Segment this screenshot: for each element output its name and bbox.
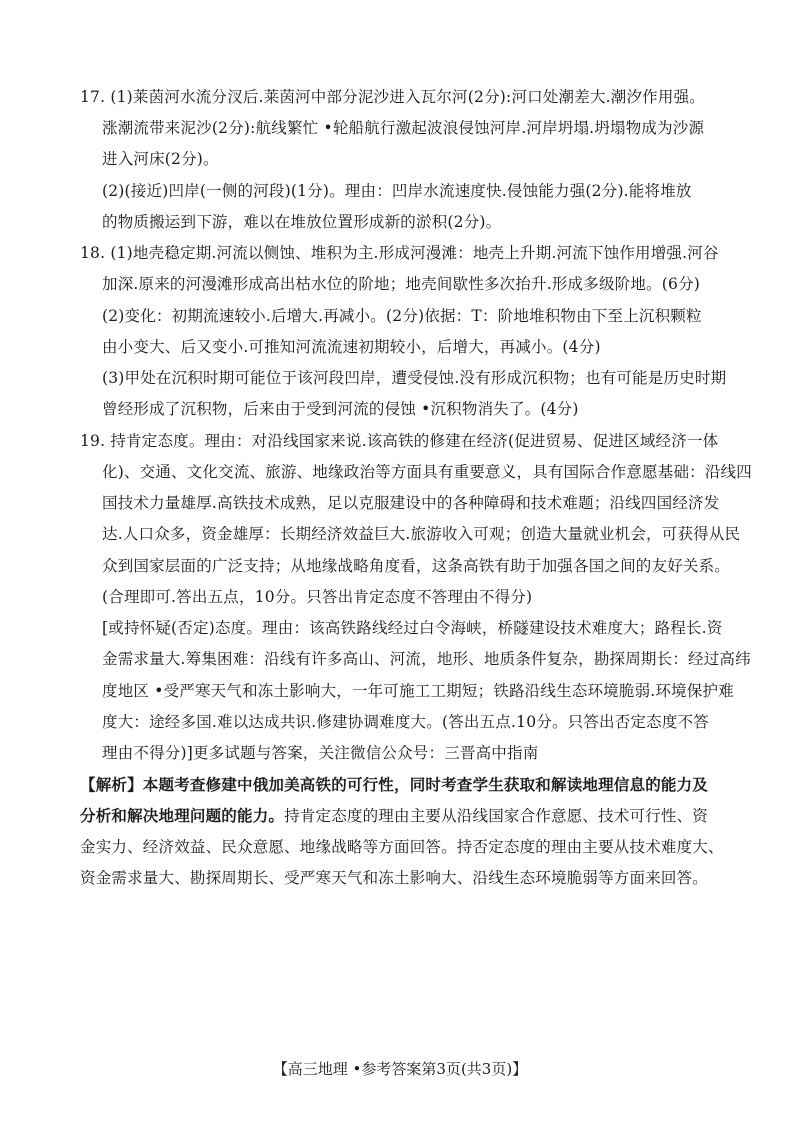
q19-line-11: 理由不得分)]更多试题与答案，关注微信公众号：三晋高中指南 <box>102 744 539 762</box>
page-footer: 【高三地理 •参考答案第3页(共3页)】 <box>272 1060 528 1078</box>
q18-line-3: (2)变化：初期流速较小.后增大.再减小。(2分)依据：T：阶地堆积物由下至上沉积颗粒 <box>102 307 702 325</box>
q19-line-7: [或持怀疑(否定)态度。理由：该高铁路线经过白令海峡，桥隧建设技术难度大；路程长.资 <box>102 619 723 637</box>
q19-line-10: 度大：途经多国.难以达成共识.修建协调难度大。(答出五点.10分。只答出否定态度不答 <box>102 713 709 731</box>
q17-line-1: 17. (1)莱茵河水流分汊后.莱茵河中部分泥沙进入瓦尔河(2分):河口处潮差大.潮汐作用强。 <box>80 88 705 106</box>
q19-line-5: 众到国家层面的广泛支持；从地缘战略角度看，这条高铁有助于加强各国之间的友好关系。 <box>102 557 731 575</box>
analysis-line-2-bold: 分析和解决地理问题的能力。 <box>80 806 285 825</box>
q17-line-3: 进入河床(2分)。 <box>102 150 219 168</box>
q19-line-9: 度地区 •受严寒天气和冻土影响大，一年可施工工期短；铁路沿线生态环境脆弱.环境保护难 <box>102 682 734 700</box>
analysis-line-1: 【解析】本题考查修建中俄加美高铁的可行性，同时考查学生获取和解读地理信息的能力及 <box>80 775 709 794</box>
analysis-line-2 <box>80 805 708 827</box>
q19-line-3: 国技术力量雄厚.高铁技术成熟，足以克服建设中的各种障碍和技术难题；沿线四国经济发 <box>102 494 720 512</box>
analysis-line-2-rest: 持肯定态度的理由主要从沿线国家合作意愿、技术可行性、资 <box>284 807 709 825</box>
q19-line-8: 金需求量大.筹集困难：沿线有许多高山、河流，地形、地质条件复杂，勘探周期长：经过高纬 <box>102 650 751 668</box>
q17-line-2: 涨潮流带来泥沙(2分):航线繁忙 •轮船航行激起波浪侵蚀河岸.河岸坍塌.坍塌物成为沙源 <box>102 119 705 137</box>
q18-line-2: 加深.原来的河漫滩形成高出枯水位的阶地；地壳间歇性多次抬升.形成多级阶地。(6分) <box>102 275 701 293</box>
analysis-line-3: 金实力、经济效益、民众意愿、地缘战略等方面回答。持否定态度的理由主要从技术难度大、 <box>80 838 724 856</box>
q19-line-6: (合理即可.答出五点，10分。只答出肯定态度不答理由不得分) <box>102 588 533 606</box>
q17-line-4: (2)(接近)凹岸(一侧的河段)(1分)。理由：凹岸水流速度快.侵蚀能力强(2分).能将堆放 <box>102 182 692 200</box>
q18-line-5: (3)甲处在沉积时期可能位于该河段凹岸，遭受侵蚀.没有形成沉积物；也有可能是历史时期 <box>102 369 727 387</box>
q18-line-1: 18. (1)地壳稳定期.河流以侧蚀、堆积为主.形成河漫滩：地壳上升期.河流下蚀作用增强.河谷 <box>80 244 719 262</box>
analysis-line-4: 资金需求量大、勘探周期长、受严寒天气和冻土影响大、沿线生态环境脆弱等方面来回答。 <box>80 869 709 887</box>
q18-line-4: 由小变大、后又变小.可推知河流流速初期较小，后增大，再减小。(4分) <box>102 338 601 356</box>
q19-line-1: 19. 持肯定态度。理由：对沿线国家来说.该高铁的修建在经济(促进贸易、促进区域经济一体 <box>80 432 719 450</box>
q19-line-2: 化)、交通、文化交流、旅游、地缘政治等方面具有重要意义，具有国际合作意愿基础：沿线四 <box>102 463 752 481</box>
q17-line-5: 的物质搬运到下游，难以在堆放位置形成新的淤积(2分)。 <box>102 213 502 231</box>
q18-line-6: 曾经形成了沉积物，后来由于受到河流的侵蚀 •沉积物消失了。(4分) <box>102 400 579 418</box>
q19-line-4: 达.人口众多，资金雄厚：长期经济效益巨大.旅游收入可观；创造大量就业机会，可获得从民 <box>102 525 741 543</box>
